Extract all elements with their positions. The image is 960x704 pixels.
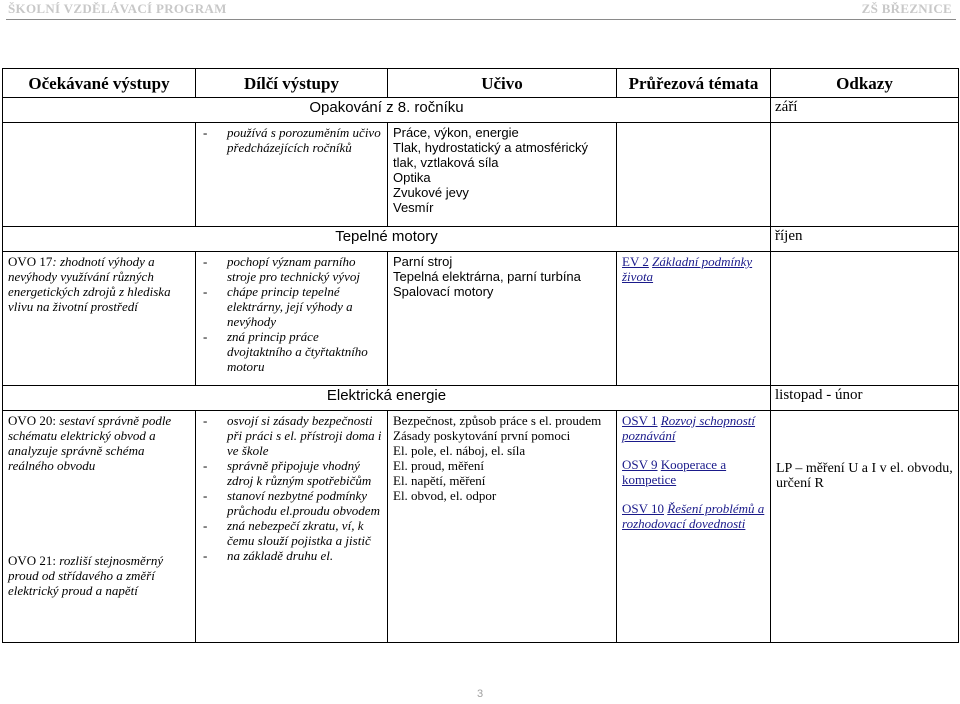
- list-item: - zná nebezpečí zkratu, ví, k čemu slouží pojistka a jistič: [201, 518, 382, 548]
- content-cell: [388, 411, 617, 643]
- theme-code: OSV 10: [622, 501, 665, 516]
- theme-label: Rozvoj schopností poznávání: [622, 413, 756, 443]
- sub-outcomes-cell: [196, 252, 388, 386]
- themes-cell: [617, 411, 771, 643]
- col-header-themes: Průřezová témata: [617, 69, 771, 98]
- outcome-cell: [3, 123, 196, 227]
- themes-cell: [617, 123, 771, 227]
- content-item: Spalovací motory: [393, 284, 494, 299]
- page-number: 3: [476, 688, 484, 700]
- outcome-cell: [3, 411, 196, 643]
- col-header-refs: Odkazy: [771, 69, 959, 98]
- list-item: - stanoví nezbytné podmínky průchodu el.proudu obvodem: [201, 488, 382, 518]
- section-month: říjen: [771, 227, 959, 252]
- theme-link-ev2[interactable]: [622, 254, 752, 284]
- content-item: Bezpečnost, způsob práce s el. proudem: [393, 413, 602, 428]
- theme-code: OSV 1: [622, 413, 658, 428]
- spacer: [622, 487, 765, 501]
- outcome-code: OVO 17: [8, 254, 53, 269]
- sub-outcomes-cell: [196, 123, 388, 227]
- theme-link-osv1[interactable]: [622, 413, 765, 443]
- refs-cell: [771, 252, 959, 386]
- content-item: Zvukové jevy: [393, 185, 469, 200]
- content-cell: [388, 252, 617, 386]
- content-item: Parní stroj: [393, 254, 453, 269]
- content-cell: [388, 123, 617, 227]
- content-item: El. obvod, el. odpor: [393, 488, 497, 503]
- content-item: El. napětí, měření: [393, 473, 486, 488]
- list-item: - používá s porozuměním učivo předcházejících ročníků: [201, 125, 382, 155]
- theme-label: Řešení problémů a rozhodovací dovednosti: [622, 501, 765, 531]
- content-item: Tepelná elektrárna, parní turbína: [393, 269, 581, 284]
- table-header-row: [3, 69, 959, 98]
- themes-cell: [617, 252, 771, 386]
- outcome-code: OVO 20:: [8, 413, 57, 428]
- theme-label: Kooperace a kompetice: [622, 457, 727, 487]
- content-item: Tlak, hydrostatický a atmosférický tlak, vztlaková síla: [393, 140, 589, 170]
- spacer: [622, 443, 765, 457]
- section-row-heat-engines: [3, 227, 959, 252]
- content-item: Práce, výkon, energie: [393, 125, 519, 140]
- list-item: - osvojí si zásady bezpečnosti při práci s el. přístroji doma i ve škole: [201, 413, 382, 458]
- section-month: listopad - únor: [771, 386, 959, 411]
- list-item: - pochopí význam parního stroje pro technický vývoj: [201, 254, 382, 284]
- outcome-text: sestaví správně podle schématu elektrický obvod a analyzuje správně schéma reálného obvodu: [8, 413, 172, 473]
- table-row: [3, 123, 959, 227]
- content-item: El. pole, el. náboj, el. síla: [393, 443, 526, 458]
- col-header-sub-outcomes: Dílčí výstupy: [196, 69, 388, 98]
- curriculum-table: [2, 68, 959, 643]
- outcome-code: OVO 21:: [8, 553, 57, 568]
- header-divider: [6, 19, 956, 20]
- theme-code: EV 2: [622, 254, 649, 269]
- list-item: - na základě druhu el.: [201, 548, 382, 563]
- col-header-outcomes: Očekávané výstupy: [3, 69, 196, 98]
- refs-cell: [771, 411, 959, 643]
- content-item: Optika: [393, 170, 431, 185]
- table-row: [3, 411, 959, 643]
- content-item: Zásady poskytování první pomoci: [393, 428, 571, 443]
- section-row-electric-energy: [3, 386, 959, 411]
- theme-link-osv9[interactable]: [622, 457, 765, 487]
- section-month: září: [771, 98, 959, 123]
- section-title: Opakování z 8. ročníku: [3, 98, 771, 123]
- content-item: Vesmír: [393, 200, 434, 215]
- outcome-cell: [3, 252, 196, 386]
- header-school-name: ZŠ BŘEZNICE: [861, 1, 952, 16]
- outcome-text: rozliší stejnosměrný proud od střídavého a změří elektrický proud a napětí: [8, 553, 164, 598]
- col-header-content: Učivo: [388, 69, 617, 98]
- spacer: [776, 413, 953, 461]
- list-item: - chápe princip tepelné elektrárny, její výhody a nevýhody: [201, 284, 382, 329]
- theme-link-osv10[interactable]: [622, 501, 765, 531]
- refs-cell: [771, 123, 959, 227]
- theme-code: OSV 9: [622, 457, 658, 472]
- refs-text: LP – měření U a I v el. obvodu, určení R: [776, 461, 953, 491]
- section-row-review: [3, 98, 959, 123]
- outcome-text: : zhodnotí výhody a nevýhody využívání různých energetických zdrojů z hlediska vlivu na životní prostředí: [8, 254, 171, 314]
- page-header: [0, 0, 960, 18]
- sub-outcomes-cell: [196, 411, 388, 643]
- list-item: - správně připojuje vhodný zdroj k různým spotřebičům: [201, 458, 382, 488]
- content-item: El. proud, měření: [393, 458, 484, 473]
- section-title: Tepelné motory: [3, 227, 771, 252]
- list-item: - zná princip práce dvojtaktního a čtyřtaktního motoru: [201, 329, 382, 374]
- theme-label: Základní podmínky života: [622, 254, 753, 284]
- header-school-program: ŠKOLNÍ VZDĚLÁVACÍ PROGRAM: [8, 1, 227, 16]
- table-row: [3, 252, 959, 386]
- section-title: Elektrická energie: [3, 386, 771, 411]
